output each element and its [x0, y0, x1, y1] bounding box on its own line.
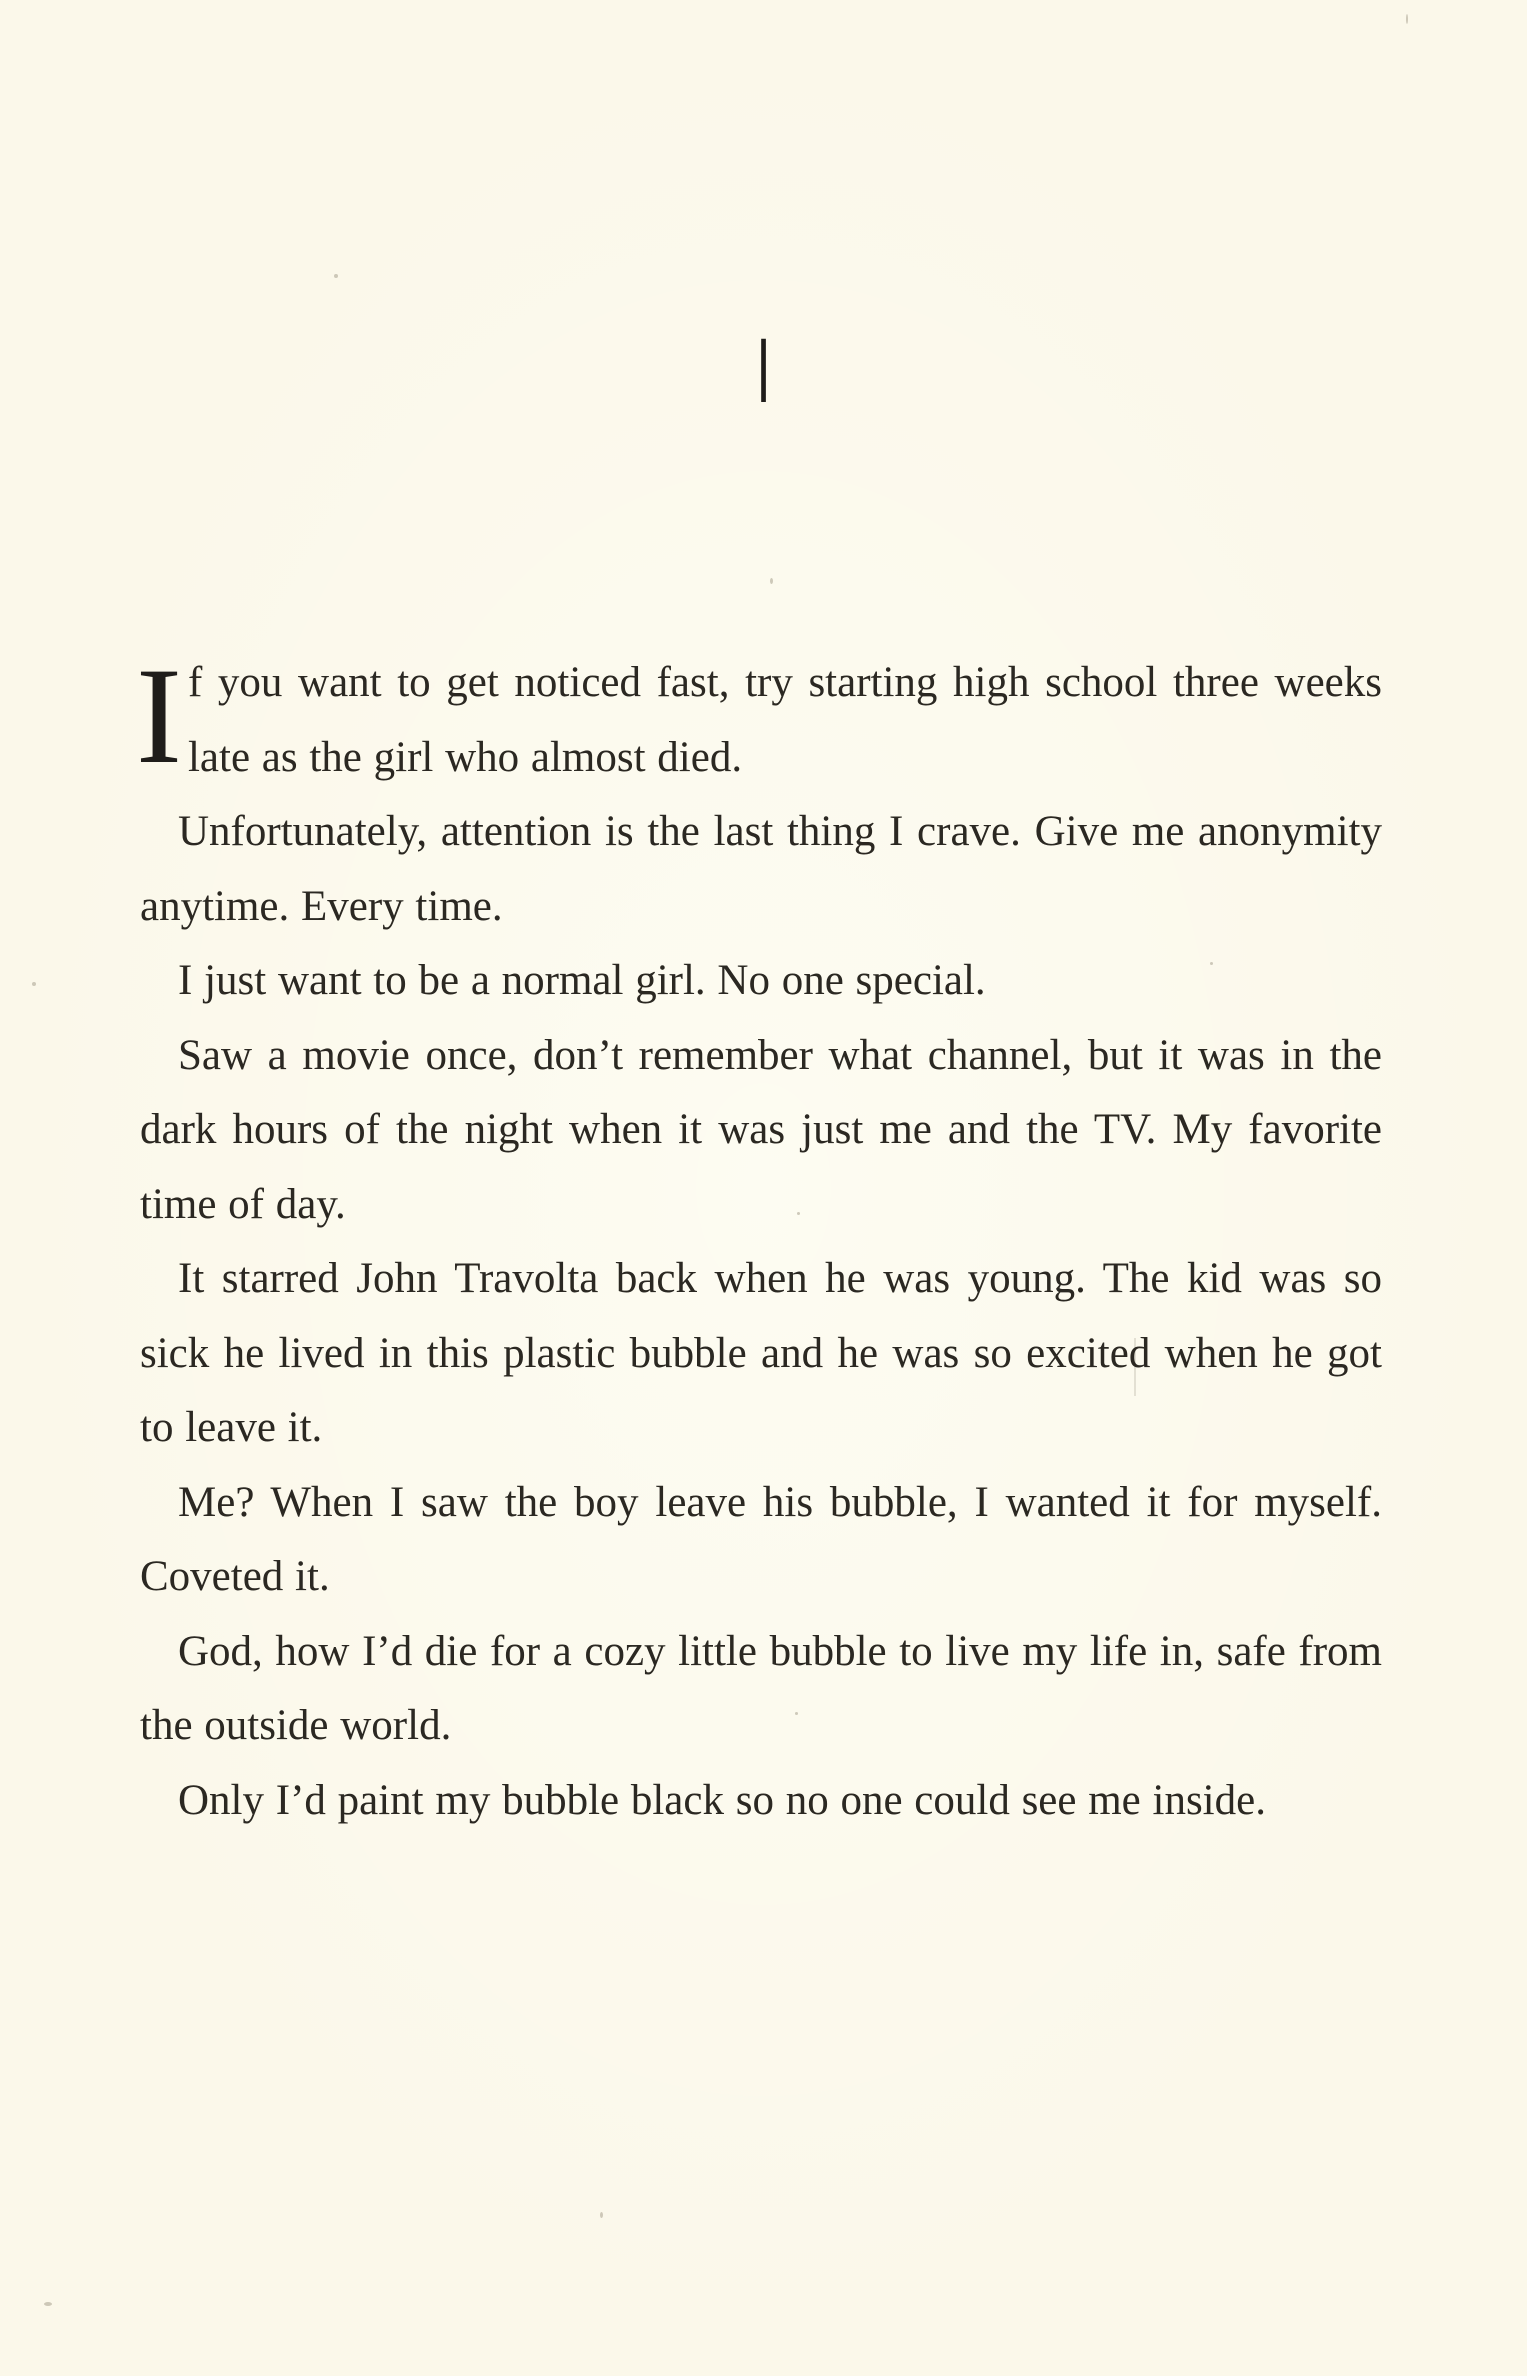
drop-cap: I [136, 639, 182, 792]
paper-speck [600, 2212, 603, 2218]
paragraph-1 [136, 639, 1382, 795]
paragraph-3: I just want to be a normal girl. No one special. [178, 957, 986, 1004]
paper-speck [334, 274, 338, 278]
paper-speck [44, 2302, 52, 2306]
paper-speck [1406, 14, 1408, 24]
paragraph-2: Unfortunately, attention is the last thing I crave. Give me anonymity anytime. Every time. [140, 808, 1382, 930]
paragraph-6: Me? When I saw the boy leave his bubble, I wanted it for myself. Coveted it. [140, 1478, 1382, 1600]
paper-speck [770, 578, 773, 584]
paragraph-text: f you want to get noticed fast, try starting high school three weeks late as the girl who almost died. [187, 659, 1382, 781]
paragraph-7: God, how I’d die for a cozy little bubble to live my life in, safe from the outside world. [140, 1627, 1382, 1749]
paragraph-4: Saw a movie once, don’t remember what channel, but it was in the dark hours of the night when it was just me and the TV. My favorite time of day. [140, 1031, 1382, 1228]
paper-speck [32, 982, 36, 986]
paragraph-8: Only I’d paint my bubble black so no one could see me inside. [178, 1776, 1266, 1824]
chapter-number: I [756, 320, 771, 422]
chapter-body [136, 639, 1382, 1838]
paragraph-5: It starred John Travolta back when he was young. The kid was so sick he lived in this plastic bubble and he was so excited when he got to leave it. [140, 1255, 1382, 1451]
